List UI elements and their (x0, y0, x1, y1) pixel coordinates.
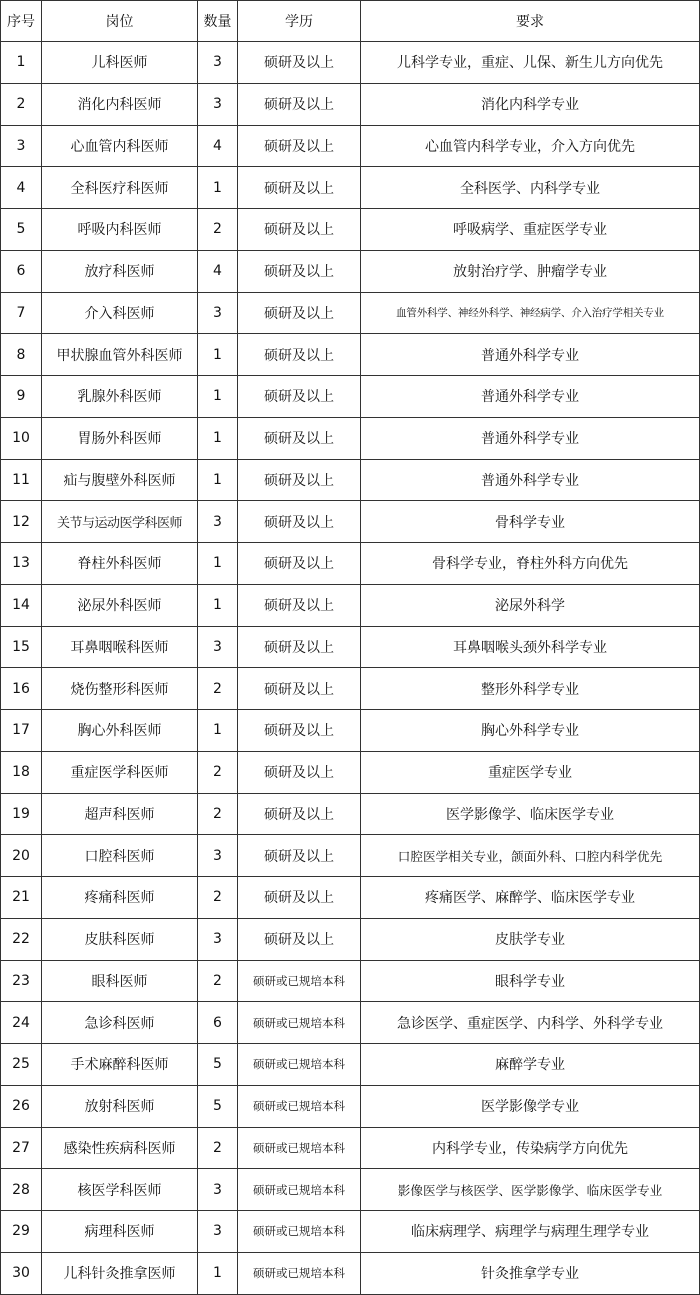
cell-post: 烧伤整形科医师 (42, 668, 198, 710)
table-row (1, 584, 700, 626)
cell-post: 脊柱外科医师 (42, 543, 198, 585)
cell-post: 儿科医师 (42, 42, 198, 84)
cell-count: 3 (198, 42, 238, 84)
cell-education: 硕研或已规培本科 (238, 1252, 361, 1294)
cell-post: 放射科医师 (42, 1085, 198, 1127)
cell-post: 耳鼻咽喉科医师 (42, 626, 198, 668)
cell-education: 硕研及以上 (238, 835, 361, 877)
cell-post: 甲状腺血管外科医师 (42, 334, 198, 376)
cell-education: 硕研及以上 (238, 292, 361, 334)
cell-no: 18 (1, 751, 42, 793)
cell-no: 12 (1, 501, 42, 543)
cell-count: 1 (198, 543, 238, 585)
cell-count: 5 (198, 1085, 238, 1127)
table-row (1, 376, 700, 418)
cell-no: 30 (1, 1252, 42, 1294)
header-row (1, 1, 700, 42)
table-row (1, 1085, 700, 1127)
cell-count: 1 (198, 334, 238, 376)
table-row (1, 668, 700, 710)
table-row (1, 292, 700, 334)
cell-requirements: 血管外科学、神经外科学、神经病学、介入治疗学相关专业 (361, 292, 700, 334)
cell-post: 乳腺外科医师 (42, 376, 198, 418)
cell-post: 全科医疗科医师 (42, 167, 198, 209)
cell-requirements: 普通外科学专业 (361, 417, 700, 459)
cell-count: 1 (198, 167, 238, 209)
table-row (1, 125, 700, 167)
cell-requirements: 心血管内科学专业，介入方向优先 (361, 125, 700, 167)
cell-requirements: 泌尿外科学 (361, 584, 700, 626)
cell-education: 硕研或已规培本科 (238, 1127, 361, 1169)
cell-education: 硕研及以上 (238, 376, 361, 418)
cell-no: 4 (1, 167, 42, 209)
cell-post: 介入科医师 (42, 292, 198, 334)
cell-post: 急诊科医师 (42, 1002, 198, 1044)
cell-education: 硕研及以上 (238, 626, 361, 668)
table-row (1, 1169, 700, 1211)
cell-post: 超声科医师 (42, 793, 198, 835)
cell-post: 病理科医师 (42, 1211, 198, 1253)
cell-requirements: 针灸推拿学专业 (361, 1252, 700, 1294)
cell-requirements: 耳鼻咽喉头颈外科学专业 (361, 626, 700, 668)
cell-requirements: 全科医学、内科学专业 (361, 167, 700, 209)
table-row (1, 543, 700, 585)
cell-count: 3 (198, 626, 238, 668)
cell-count: 3 (198, 1169, 238, 1211)
cell-education: 硕研及以上 (238, 83, 361, 125)
table-row (1, 751, 700, 793)
cell-education: 硕研及以上 (238, 793, 361, 835)
cell-education: 硕研及以上 (238, 417, 361, 459)
cell-no: 25 (1, 1044, 42, 1086)
cell-education: 硕研及以上 (238, 209, 361, 251)
cell-count: 1 (198, 376, 238, 418)
table-row (1, 626, 700, 668)
cell-count: 6 (198, 1002, 238, 1044)
cell-post: 泌尿外科医师 (42, 584, 198, 626)
cell-education: 硕研及以上 (238, 334, 361, 376)
table-row (1, 1211, 700, 1253)
cell-no: 5 (1, 209, 42, 251)
cell-no: 22 (1, 918, 42, 960)
cell-requirements: 皮肤学专业 (361, 918, 700, 960)
cell-requirements: 呼吸病学、重症医学专业 (361, 209, 700, 251)
cell-no: 29 (1, 1211, 42, 1253)
cell-count: 2 (198, 209, 238, 251)
cell-no: 13 (1, 543, 42, 585)
cell-requirements: 麻醉学专业 (361, 1044, 700, 1086)
cell-count: 3 (198, 835, 238, 877)
cell-education: 硕研及以上 (238, 459, 361, 501)
cell-count: 2 (198, 668, 238, 710)
cell-count: 3 (198, 918, 238, 960)
table-row (1, 167, 700, 209)
cell-post: 疼痛科医师 (42, 877, 198, 919)
cell-count: 4 (198, 125, 238, 167)
cell-count: 2 (198, 751, 238, 793)
cell-no: 10 (1, 417, 42, 459)
cell-requirements: 放射治疗学、肿瘤学专业 (361, 250, 700, 292)
cell-post: 重症医学科医师 (42, 751, 198, 793)
cell-requirements: 影像医学与核医学、医学影像学、临床医学专业 (361, 1169, 700, 1211)
cell-post: 疝与腹壁外科医师 (42, 459, 198, 501)
cell-education: 硕研及以上 (238, 42, 361, 84)
cell-education: 硕研或已规培本科 (238, 1169, 361, 1211)
cell-no: 17 (1, 710, 42, 752)
cell-post: 呼吸内科医师 (42, 209, 198, 251)
cell-post: 感染性疾病科医师 (42, 1127, 198, 1169)
table-body (1, 42, 700, 1295)
cell-no: 16 (1, 668, 42, 710)
table-row (1, 877, 700, 919)
cell-no: 23 (1, 960, 42, 1002)
cell-count: 1 (198, 1252, 238, 1294)
cell-count: 3 (198, 292, 238, 334)
cell-education: 硕研或已规培本科 (238, 1002, 361, 1044)
cell-education: 硕研及以上 (238, 710, 361, 752)
cell-count: 1 (198, 459, 238, 501)
cell-requirements: 重症医学专业 (361, 751, 700, 793)
cell-post: 皮肤科医师 (42, 918, 198, 960)
cell-no: 20 (1, 835, 42, 877)
cell-post: 核医学科医师 (42, 1169, 198, 1211)
cell-count: 2 (198, 1127, 238, 1169)
cell-education: 硕研及以上 (238, 501, 361, 543)
cell-requirements: 医学影像学、临床医学专业 (361, 793, 700, 835)
cell-requirements: 整形外科学专业 (361, 668, 700, 710)
header-post: 岗位 (42, 1, 198, 42)
cell-education: 硕研及以上 (238, 125, 361, 167)
cell-no: 6 (1, 250, 42, 292)
cell-no: 27 (1, 1127, 42, 1169)
header-count: 数量 (198, 1, 238, 42)
cell-no: 8 (1, 334, 42, 376)
header-requirements: 要求 (361, 1, 700, 42)
cell-education: 硕研或已规培本科 (238, 960, 361, 1002)
cell-education: 硕研或已规培本科 (238, 1211, 361, 1253)
cell-no: 1 (1, 42, 42, 84)
cell-post: 关节与运动医学科医师 (42, 501, 198, 543)
cell-count: 3 (198, 501, 238, 543)
cell-no: 7 (1, 292, 42, 334)
table-row (1, 1252, 700, 1294)
table-row (1, 209, 700, 251)
cell-requirements: 临床病理学、病理学与病理生理学专业 (361, 1211, 700, 1253)
cell-post: 手术麻醉科医师 (42, 1044, 198, 1086)
table-row (1, 501, 700, 543)
cell-requirements: 儿科学专业，重症、儿保、新生儿方向优先 (361, 42, 700, 84)
cell-education: 硕研或已规培本科 (238, 1085, 361, 1127)
cell-post: 眼科医师 (42, 960, 198, 1002)
table-row (1, 1044, 700, 1086)
cell-requirements: 口腔医学相关专业，颌面外科、口腔内科学优先 (361, 835, 700, 877)
cell-post: 口腔科医师 (42, 835, 198, 877)
cell-no: 26 (1, 1085, 42, 1127)
cell-requirements: 普通外科学专业 (361, 459, 700, 501)
cell-requirements: 眼科学专业 (361, 960, 700, 1002)
table-row (1, 83, 700, 125)
cell-requirements: 急诊医学、重症医学、内科学、外科学专业 (361, 1002, 700, 1044)
table-row (1, 1127, 700, 1169)
cell-no: 15 (1, 626, 42, 668)
cell-count: 1 (198, 417, 238, 459)
cell-requirements: 普通外科学专业 (361, 376, 700, 418)
cell-education: 硕研及以上 (238, 543, 361, 585)
cell-education: 硕研及以上 (238, 250, 361, 292)
cell-no: 24 (1, 1002, 42, 1044)
cell-no: 9 (1, 376, 42, 418)
cell-requirements: 内科学专业，传染病学方向优先 (361, 1127, 700, 1169)
cell-count: 1 (198, 710, 238, 752)
cell-count: 3 (198, 83, 238, 125)
table-row (1, 793, 700, 835)
cell-requirements: 普通外科学专业 (361, 334, 700, 376)
cell-education: 硕研及以上 (238, 167, 361, 209)
table-row (1, 1002, 700, 1044)
cell-requirements: 医学影像学专业 (361, 1085, 700, 1127)
table-row (1, 459, 700, 501)
table-row (1, 960, 700, 1002)
header-education: 学历 (238, 1, 361, 42)
cell-count: 2 (198, 960, 238, 1002)
cell-requirements: 胸心外科学专业 (361, 710, 700, 752)
table-row (1, 250, 700, 292)
cell-count: 1 (198, 584, 238, 626)
cell-count: 3 (198, 1211, 238, 1253)
table-row (1, 918, 700, 960)
cell-education: 硕研及以上 (238, 877, 361, 919)
cell-count: 4 (198, 250, 238, 292)
cell-education: 硕研及以上 (238, 751, 361, 793)
cell-post: 胸心外科医师 (42, 710, 198, 752)
cell-no: 14 (1, 584, 42, 626)
header-no: 序号 (1, 1, 42, 42)
cell-education: 硕研或已规培本科 (238, 1044, 361, 1086)
cell-no: 28 (1, 1169, 42, 1211)
cell-requirements: 疼痛医学、麻醉学、临床医学专业 (361, 877, 700, 919)
cell-education: 硕研及以上 (238, 584, 361, 626)
cell-education: 硕研及以上 (238, 918, 361, 960)
cell-post: 消化内科医师 (42, 83, 198, 125)
cell-requirements: 消化内科学专业 (361, 83, 700, 125)
table-row (1, 417, 700, 459)
table-row (1, 835, 700, 877)
cell-no: 21 (1, 877, 42, 919)
cell-count: 5 (198, 1044, 238, 1086)
cell-post: 放疗科医师 (42, 250, 198, 292)
cell-no: 19 (1, 793, 42, 835)
cell-count: 2 (198, 793, 238, 835)
cell-post: 胃肠外科医师 (42, 417, 198, 459)
cell-post: 心血管内科医师 (42, 125, 198, 167)
cell-requirements: 骨科学专业 (361, 501, 700, 543)
cell-count: 2 (198, 877, 238, 919)
table-row (1, 42, 700, 84)
cell-no: 3 (1, 125, 42, 167)
cell-no: 11 (1, 459, 42, 501)
table-row (1, 710, 700, 752)
cell-education: 硕研及以上 (238, 668, 361, 710)
cell-no: 2 (1, 83, 42, 125)
cell-requirements: 骨科学专业，脊柱外科方向优先 (361, 543, 700, 585)
cell-post: 儿科针灸推拿医师 (42, 1252, 198, 1294)
table-row (1, 334, 700, 376)
